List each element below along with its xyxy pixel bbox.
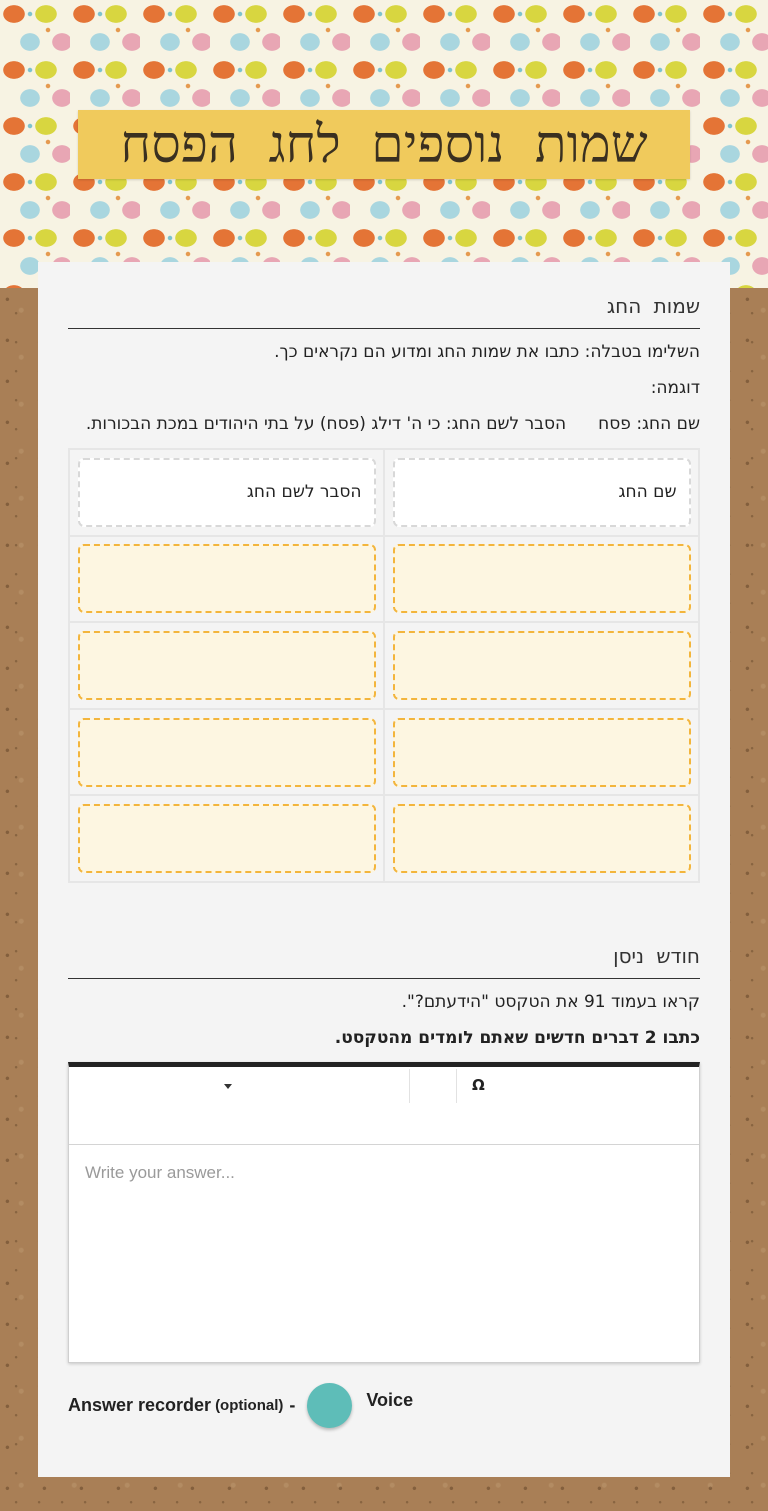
patterned-banner	[0, 0, 768, 288]
section-title-holiday-names: שמות החג	[68, 294, 700, 329]
example-row	[68, 414, 700, 434]
page-title: שמות נוספים לחג הפסח	[120, 114, 648, 175]
table-cell	[69, 622, 384, 709]
title-band	[78, 110, 690, 179]
reason-input-box[interactable]	[78, 718, 376, 787]
example-reason: הסבר לשם החג: כי ה' דילג (פסח) על בתי היהודים במכת הבכורות.	[85, 414, 567, 434]
writing-instruction: כתבו 2 דברים חדשים שאתם לומדים מהטקסט.	[334, 1028, 700, 1048]
reading-instruction: קראו בעמוד 91 את הטקסט "הידעתם?".	[401, 992, 700, 1012]
section-title-nissan: חודש ניסן	[68, 944, 700, 979]
record-voice-button[interactable]	[307, 1383, 352, 1428]
reason-input-box[interactable]	[78, 804, 376, 873]
name-input-box[interactable]	[393, 544, 691, 613]
name-input-box[interactable]	[393, 804, 691, 873]
special-character-button[interactable]: Ω	[472, 1076, 485, 1094]
table-cell	[69, 795, 384, 882]
table-cell	[384, 795, 699, 882]
table-cell	[384, 709, 699, 796]
recorder-label: Answer recorder	[68, 1394, 212, 1415]
toolbar-separator	[409, 1069, 410, 1103]
table-header-cell	[69, 449, 384, 536]
recorder-optional: (optional)	[215, 1396, 284, 1414]
toolbar-separator	[456, 1069, 457, 1103]
name-input-box[interactable]	[393, 631, 691, 700]
name-input-box[interactable]	[393, 718, 691, 787]
answer-recorder	[68, 1382, 413, 1428]
table-cell	[384, 622, 699, 709]
voice-label: Voice	[366, 1389, 414, 1410]
instructions-text: השלימו בטבלה: כתבו את שמות החג ומדוע הם נקראים כך.	[274, 342, 700, 362]
column-header-name: שם החג	[393, 458, 691, 527]
table-cell	[384, 536, 699, 623]
table-cell	[69, 536, 384, 623]
table-header-cell	[384, 449, 699, 536]
example-label: דוגמה:	[650, 378, 700, 398]
example-name: שם החג: פסח	[598, 414, 700, 434]
table-cell	[69, 709, 384, 796]
answer-editor	[68, 1062, 700, 1363]
reason-input-box[interactable]	[78, 631, 376, 700]
answer-textarea[interactable]: Write your answer...	[85, 1163, 235, 1182]
column-header-reason: הסבר לשם החג	[78, 458, 376, 527]
reason-input-box[interactable]	[78, 544, 376, 613]
font-dropdown-caret-icon[interactable]	[224, 1084, 232, 1089]
recorder-dash: -	[289, 1394, 296, 1415]
holiday-names-table	[68, 448, 700, 883]
editor-toolbar	[69, 1067, 699, 1145]
worksheet-card	[38, 262, 730, 1477]
